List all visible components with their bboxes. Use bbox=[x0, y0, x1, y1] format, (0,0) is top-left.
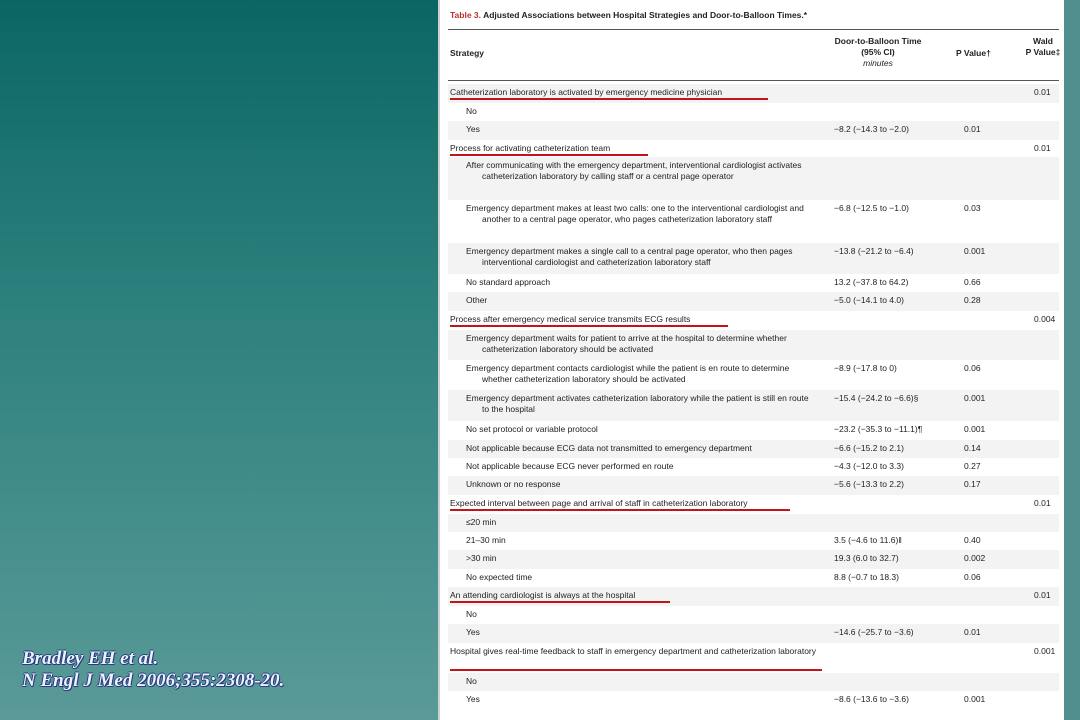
door-to-balloon-cell-text: −4.3 (−12.0 to 3.3) bbox=[834, 461, 904, 471]
door-to-balloon-cell bbox=[834, 246, 954, 257]
strategy-cell-text: Emergency department activates catheterization laboratory while the patient is still en route to the hospital bbox=[466, 393, 809, 414]
table-row bbox=[448, 121, 1059, 140]
wald-p-value-cell-text: 0.01 bbox=[1034, 590, 1051, 600]
table-section-row bbox=[448, 587, 1059, 606]
wald-p-value-cell bbox=[1034, 143, 1064, 154]
strategy-cell-text: Hospital gives real-time feedback to staff in emergency department and catheterization laboratory bbox=[450, 646, 817, 656]
strategy-cell bbox=[466, 627, 816, 638]
strategy-cell bbox=[466, 553, 816, 564]
door-to-balloon-cell bbox=[834, 443, 954, 454]
p-value-cell bbox=[964, 694, 1004, 705]
table-row bbox=[448, 292, 1059, 311]
p-value-cell bbox=[964, 479, 1004, 490]
door-to-balloon-cell-text: −8.6 (−13.6 to −3.6) bbox=[834, 694, 909, 704]
p-value-cell-text: 0.002 bbox=[964, 553, 986, 563]
strategy-cell bbox=[466, 160, 816, 182]
strategy-cell bbox=[466, 203, 816, 225]
p-value-cell-text: 0.001 bbox=[964, 393, 986, 403]
wald-p-value-cell bbox=[1034, 314, 1064, 325]
strategy-cell-text: No bbox=[466, 676, 477, 686]
door-to-balloon-cell-text: −23.2 (−35.3 to −11.1)¶ bbox=[834, 424, 923, 434]
door-to-balloon-cell bbox=[834, 124, 954, 135]
slide-edge-strip bbox=[1064, 0, 1080, 720]
table-row bbox=[448, 691, 1059, 712]
table-row bbox=[448, 360, 1059, 390]
strategy-cell bbox=[466, 393, 816, 415]
header-est-line1: Door-to-Balloon Time bbox=[834, 36, 922, 46]
strategy-cell bbox=[466, 535, 816, 546]
door-to-balloon-cell-text: 13.2 (−37.8 to 64.2) bbox=[834, 277, 909, 287]
wald-p-value-cell-text: 0.001 bbox=[1034, 646, 1056, 656]
header-p-value: P Value† bbox=[956, 48, 991, 58]
strategy-cell-text: After communicating with the emergency department, interventional cardiologist activates catheterization laboratory by calling staff or a central page operator bbox=[466, 160, 802, 181]
strategy-cell bbox=[466, 694, 816, 705]
header-door-to-balloon bbox=[818, 36, 938, 69]
table-row bbox=[448, 421, 1059, 440]
door-to-balloon-cell bbox=[834, 424, 954, 435]
strategy-cell-text: No expected time bbox=[466, 572, 533, 582]
p-value-cell bbox=[964, 246, 1004, 257]
p-value-cell bbox=[964, 124, 1004, 135]
table-row bbox=[448, 606, 1059, 624]
strategy-cell bbox=[450, 498, 820, 509]
p-value-cell-text: 0.03 bbox=[964, 203, 981, 213]
p-value-cell bbox=[964, 572, 1004, 583]
door-to-balloon-cell bbox=[834, 363, 954, 374]
table-row bbox=[448, 274, 1059, 292]
door-to-balloon-cell-text: −13.8 (−21.2 to −6.4) bbox=[834, 246, 914, 256]
door-to-balloon-cell bbox=[834, 295, 954, 306]
header-wald bbox=[1018, 36, 1064, 58]
red-underline-highlight bbox=[450, 601, 670, 603]
slide-background bbox=[0, 0, 438, 720]
door-to-balloon-cell bbox=[834, 203, 954, 214]
strategy-cell-text: Catheterization laboratory is activated by emergency medicine physician bbox=[450, 87, 723, 97]
table-row bbox=[448, 200, 1059, 243]
strategy-cell bbox=[466, 424, 816, 435]
citation-authors: Bradley EH et al. bbox=[22, 648, 159, 669]
wald-p-value-cell-text: 0.01 bbox=[1034, 143, 1051, 153]
strategy-cell-text: Expected interval between page and arrival of staff in catheterization laboratory bbox=[450, 498, 748, 508]
p-value-cell bbox=[964, 424, 1004, 435]
strategy-cell-text: Other bbox=[466, 295, 488, 305]
table-row bbox=[448, 569, 1059, 587]
strategy-cell-text: Not applicable because ECG never performed en route bbox=[466, 461, 674, 471]
table-section-row bbox=[448, 311, 1059, 330]
p-value-cell bbox=[964, 461, 1004, 472]
p-value-cell-text: 0.40 bbox=[964, 535, 981, 545]
strategy-cell bbox=[466, 572, 816, 583]
table-caption: Adjusted Associations between Hospital Strategies and Door-to-Balloon Times.* bbox=[483, 10, 808, 20]
p-value-cell-text: 0.27 bbox=[964, 461, 981, 471]
door-to-balloon-cell bbox=[834, 277, 954, 288]
strategy-cell-text: No bbox=[466, 609, 477, 619]
header-est-line2: (95% CI) bbox=[861, 47, 895, 57]
door-to-balloon-cell-text: −14.6 (−25.7 to −3.6) bbox=[834, 627, 914, 637]
p-value-cell bbox=[964, 443, 1004, 454]
door-to-balloon-cell bbox=[834, 694, 954, 705]
p-value-cell bbox=[964, 363, 1004, 374]
door-to-balloon-cell bbox=[834, 461, 954, 472]
door-to-balloon-cell bbox=[834, 535, 954, 546]
strategy-cell bbox=[466, 609, 816, 620]
journal-table-page bbox=[438, 0, 1064, 720]
strategy-cell bbox=[466, 479, 816, 490]
table-label: Table 3. bbox=[450, 10, 482, 20]
strategy-cell-text: No standard approach bbox=[466, 277, 551, 287]
strategy-cell-text: Not applicable because ECG data not transmitted to emergency department bbox=[466, 443, 752, 453]
strategy-cell bbox=[450, 646, 820, 657]
p-value-cell-text: 0.17 bbox=[964, 479, 981, 489]
p-value-cell bbox=[964, 535, 1004, 546]
header-top-rule bbox=[448, 29, 1059, 30]
strategy-cell-text: Yes bbox=[466, 124, 480, 134]
header-strategy: Strategy bbox=[450, 48, 485, 58]
table-section-row bbox=[448, 643, 1059, 673]
strategy-cell-text: Process for activating catheterization team bbox=[450, 143, 611, 153]
red-underline-highlight bbox=[450, 98, 768, 100]
p-value-cell-text: 0.66 bbox=[964, 277, 981, 287]
strategy-cell-text: 21–30 min bbox=[466, 535, 506, 545]
table-row bbox=[448, 550, 1059, 569]
p-value-cell-text: 0.14 bbox=[964, 443, 981, 453]
wald-p-value-cell bbox=[1034, 646, 1064, 657]
red-underline-highlight bbox=[450, 509, 790, 511]
table-title bbox=[450, 10, 807, 20]
strategy-cell-text: Emergency department makes a single call to a central page operator, who then pages interventional cardiologist and catheterization laboratory staff bbox=[466, 246, 793, 267]
door-to-balloon-cell-text: −5.0 (−14.1 to 4.0) bbox=[834, 295, 904, 305]
strategy-cell bbox=[466, 277, 816, 288]
p-value-cell bbox=[964, 295, 1004, 306]
strategy-cell-text: Process after emergency medical service transmits ECG results bbox=[450, 314, 691, 324]
door-to-balloon-cell-text: 3.5 (−4.6 to 11.6)‖ bbox=[834, 535, 902, 545]
door-to-balloon-cell bbox=[834, 479, 954, 490]
p-value-cell bbox=[964, 277, 1004, 288]
citation-journal: N Engl J Med 2006;355:2308-20. bbox=[22, 670, 285, 691]
strategy-cell-text: No set protocol or variable protocol bbox=[466, 424, 598, 434]
wald-p-value-cell-text: 0.01 bbox=[1034, 87, 1051, 97]
p-value-cell-text: 0.01 bbox=[964, 124, 981, 134]
door-to-balloon-cell-text: −6.8 (−12.5 to −1.0) bbox=[834, 203, 909, 213]
strategy-cell-text: Unknown or no response bbox=[466, 479, 561, 489]
strategy-cell-text: ≤20 min bbox=[466, 517, 497, 527]
strategy-cell-text: Emergency department waits for patient to arrive at the hospital to determine whether catheterization laboratory should be activated bbox=[466, 333, 787, 354]
strategy-cell bbox=[450, 314, 820, 325]
p-value-cell-text: 0.01 bbox=[964, 627, 981, 637]
red-underline-highlight bbox=[450, 325, 728, 327]
header-wald-line2: P Value‡ bbox=[1025, 47, 1061, 57]
p-value-cell bbox=[964, 393, 1004, 404]
p-value-cell-text: 0.001 bbox=[964, 246, 986, 256]
wald-p-value-cell-text: 0.01 bbox=[1034, 498, 1051, 508]
p-value-cell-text: 0.06 bbox=[964, 572, 981, 582]
p-value-cell-text: 0.28 bbox=[964, 295, 981, 305]
table-row bbox=[448, 157, 1059, 200]
door-to-balloon-cell-text: 8.8 (−0.7 to 18.3) bbox=[834, 572, 899, 582]
table-row bbox=[448, 390, 1059, 421]
table-row bbox=[448, 476, 1059, 495]
header-wald-line1: Wald bbox=[1033, 36, 1053, 46]
table-row bbox=[448, 532, 1059, 550]
strategy-cell-text: Emergency department makes at least two calls: one to the interventional cardiologist and another to a central page operator, who pages catheterization laboratory staff bbox=[466, 203, 804, 224]
door-to-balloon-cell bbox=[834, 553, 954, 564]
strategy-cell bbox=[466, 461, 816, 472]
table-row bbox=[448, 243, 1059, 274]
strategy-cell-text: Emergency department contacts cardiologist while the patient is en route to determine whether catheterization laboratory should be activated bbox=[466, 363, 790, 384]
strategy-cell-text: >30 min bbox=[466, 553, 497, 563]
table-row bbox=[448, 458, 1059, 476]
strategy-cell bbox=[466, 295, 816, 306]
strategy-cell bbox=[466, 363, 816, 385]
table-section-row bbox=[448, 495, 1059, 514]
strategy-cell-text: Yes bbox=[466, 694, 480, 704]
wald-p-value-cell bbox=[1034, 87, 1064, 98]
door-to-balloon-cell-text: −6.6 (−15.2 to 2.1) bbox=[834, 443, 904, 453]
p-value-cell bbox=[964, 553, 1004, 564]
header-est-unit: minutes bbox=[863, 58, 893, 68]
door-to-balloon-cell bbox=[834, 572, 954, 583]
table-row bbox=[448, 330, 1059, 360]
table-section-row bbox=[448, 140, 1059, 157]
citation bbox=[22, 648, 284, 692]
strategy-cell bbox=[466, 676, 816, 687]
strategy-cell bbox=[466, 106, 816, 117]
red-underline-highlight bbox=[450, 154, 648, 156]
wald-p-value-cell bbox=[1034, 590, 1064, 601]
strategy-cell bbox=[450, 143, 820, 154]
strategy-cell bbox=[450, 590, 820, 601]
p-value-cell bbox=[964, 203, 1004, 214]
door-to-balloon-cell-text: −15.4 (−24.2 to −6.6)§ bbox=[834, 393, 919, 403]
strategy-cell bbox=[450, 87, 820, 98]
table-row bbox=[448, 624, 1059, 643]
red-underline-highlight bbox=[450, 669, 822, 671]
table-row bbox=[448, 440, 1059, 458]
p-value-cell-text: 0.001 bbox=[964, 424, 986, 434]
table-row bbox=[448, 673, 1059, 691]
wald-p-value-cell bbox=[1034, 498, 1064, 509]
door-to-balloon-cell bbox=[834, 393, 954, 404]
strategy-cell bbox=[466, 333, 816, 355]
door-to-balloon-cell-text: −5.6 (−13.3 to 2.2) bbox=[834, 479, 904, 489]
table-section-row bbox=[448, 84, 1059, 103]
p-value-cell-text: 0.06 bbox=[964, 363, 981, 373]
header-bottom-rule bbox=[448, 80, 1059, 81]
strategy-cell bbox=[466, 246, 816, 268]
strategy-cell-text: An attending cardiologist is always at the hospital bbox=[450, 590, 636, 600]
door-to-balloon-cell bbox=[834, 627, 954, 638]
door-to-balloon-cell-text: −8.2 (−14.3 to −2.0) bbox=[834, 124, 909, 134]
strategy-cell bbox=[466, 443, 816, 454]
strategy-cell-text: No bbox=[466, 106, 477, 116]
door-to-balloon-cell-text: 19.3 (6.0 to 32.7) bbox=[834, 553, 899, 563]
p-value-cell-text: 0.001 bbox=[964, 694, 986, 704]
p-value-cell bbox=[964, 627, 1004, 638]
strategy-cell bbox=[466, 124, 816, 135]
strategy-cell bbox=[466, 517, 816, 528]
table-row bbox=[448, 514, 1059, 532]
table-row bbox=[448, 103, 1059, 121]
strategy-cell-text: Yes bbox=[466, 627, 480, 637]
door-to-balloon-cell-text: −8.9 (−17.8 to 0) bbox=[834, 363, 897, 373]
wald-p-value-cell-text: 0.004 bbox=[1034, 314, 1056, 324]
